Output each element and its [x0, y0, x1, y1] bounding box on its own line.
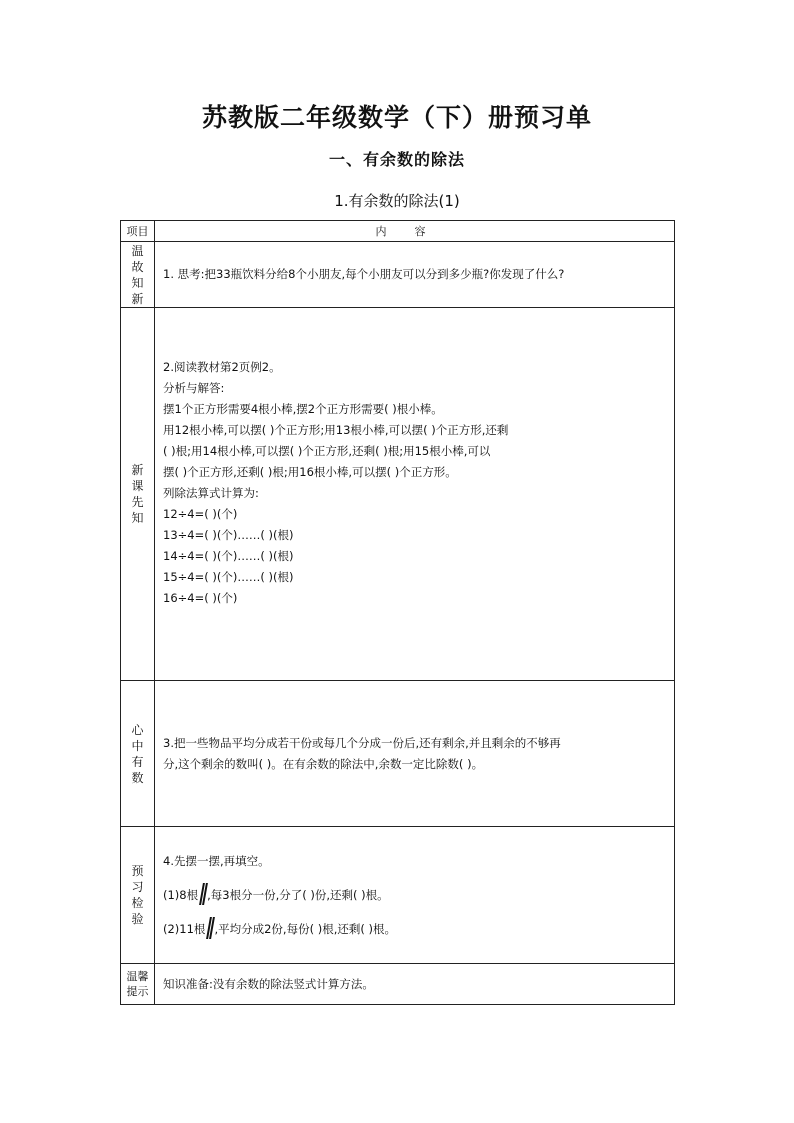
row-content-new [155, 308, 675, 681]
new-line: 列除法算式计算为: [163, 486, 259, 500]
tip-line: 知识准备:没有余数的除法竖式计算方法。 [163, 976, 374, 991]
check-line [163, 916, 674, 942]
row-label-tip-text: 温馨提示 [126, 970, 149, 998]
row-label-heart-text: 心中有数 [131, 722, 144, 785]
row-label-check-text: 预习检验 [131, 864, 144, 926]
lesson-title: 1.有余数的除法(1) [334, 192, 460, 210]
new-line: 14÷4=( )(个)……( )(根) [163, 549, 294, 563]
row-label-new [121, 308, 155, 681]
row-check [121, 827, 675, 964]
worksheet-table [120, 220, 675, 1005]
new-line: 分析与解答: [163, 381, 225, 395]
new-line: 摆1个正方形需要4根小棒,摆2个正方形需要( )根小棒。 [163, 402, 443, 416]
header-content: 内容 [155, 221, 675, 242]
check-q1-start: (1)8根 [163, 888, 199, 902]
check-line [163, 882, 674, 908]
row-new [121, 308, 675, 681]
row-content-check [155, 827, 675, 964]
header-row [121, 221, 675, 242]
row-label-review [121, 242, 155, 308]
new-line: ( )根;用14根小棒,可以摆( )个正方形,还剩( )根;用15根小棒,可以 [163, 444, 491, 458]
check-q2-start: (2)11根 [163, 922, 206, 936]
row-label-review-text: 温故知新 [131, 243, 144, 306]
row-label-check [121, 827, 155, 964]
header-label: 项目 [121, 221, 155, 242]
unit-title: 一、有余数的除法 [328, 150, 465, 169]
review-line: 1. 思考:把33瓶饮料分给8个小朋友,每个小朋友可以分到多少瓶?你发现了什么? [163, 267, 565, 281]
row-tip [121, 964, 675, 1005]
check-q2-rest: ,平均分成2份,每份( )根,还剩( )根。 [214, 922, 396, 936]
check-line: 4.先摆一摆,再填空。 [163, 854, 270, 868]
new-line: 2.阅读教材第2页例2。 [163, 360, 281, 374]
new-line: 摆( )个正方形,还剩( )根;用16根小棒,可以摆( )个正方形。 [163, 465, 457, 479]
stick-icon [206, 917, 214, 939]
new-line: 12÷4=( )(个) [163, 507, 238, 521]
new-line: 13÷4=( )(个)……( )(根) [163, 528, 294, 542]
check-q1-rest: ,每3根分一份,分了( )份,还剩( )根。 [207, 888, 389, 902]
row-content-heart [155, 681, 675, 827]
heart-line: 分,这个剩余的数叫( )。在有余数的除法中,余数一定比除数( )。 [163, 756, 484, 771]
row-label-heart [121, 681, 155, 827]
row-review [121, 242, 675, 308]
page-title: 苏教版二年级数学（下）册预习单 [201, 103, 592, 132]
new-line: 15÷4=( )(个)……( )(根) [163, 570, 294, 584]
heart-line: 3.把一些物品平均分成若干份或每几个分成一份后,还有剩余,并且剩余的不够再 [163, 735, 561, 750]
row-content-tip [155, 964, 675, 1005]
row-content-review [155, 242, 675, 308]
row-label-new-text: 新课先知 [131, 463, 144, 525]
new-line: 用12根小棒,可以摆( )个正方形;用13根小棒,可以摆( )个正方形,还剩 [163, 423, 509, 437]
row-heart [121, 681, 675, 827]
new-line: 16÷4=( )(个) [163, 591, 238, 605]
stick-icon [199, 883, 207, 905]
row-label-tip [121, 964, 155, 1005]
